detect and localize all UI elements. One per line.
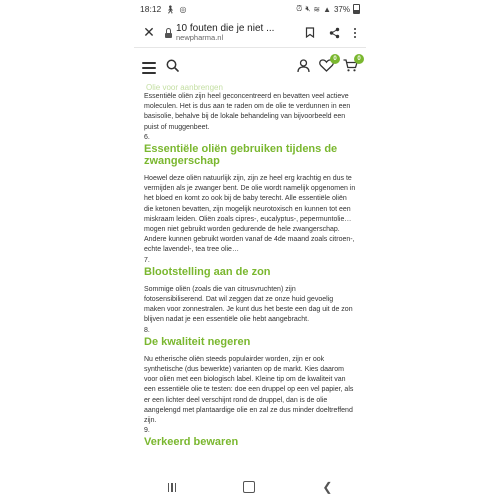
page-title: 10 fouten die je niet ... [176,22,275,34]
heading-pregnancy: Essentiële oliën gebruiken tijdens de zwangerschap [144,143,338,168]
wifi-icon: ≋ [313,4,321,14]
hamburger-menu-icon[interactable] [142,62,156,74]
paragraph-sun-exposure: Sommige oliën (zoals die van citrusvruchten) zijn fotosensibiliserend. Dat wil zeggen dat ze onze huid gevoelig maken voor zonnestralen. Je kunt dus het beste een dag uit de zon blijven nadat je een essentiële olie hebt aangebracht. [144,285,353,324]
walking-icon: 🚶︎ [165,4,176,14]
item-number-6: 6. [144,133,150,141]
notification-icon: ◎ [179,4,187,14]
signal-icon: ▲ [323,4,331,14]
article-body [144,92,356,455]
home-icon[interactable] [243,481,255,493]
lock-icon[interactable] [164,28,173,38]
paragraph-pregnancy: Hoewel deze oliën natuurlijk zijn, zijn ze heel erg krachtig en dus te vermijden als je zwanger bent. De olie wordt namelijk opgenomen in het bloed en komt zo ook bij de baby terecht. Alle essentiële oliën die ketonen bevatten, zijn mogelijk neurotoxisch en kunnen tot een miskraam leiden. Oliën zoals cipres-, eucalyptus-, pepermuntolie… mogen niet gebruikt worden gedurende de hele zwangerschap. Andere kunnen gebruikt worden vanaf de 4de maand zoals citroen-, echte lavendel-, tea tree olie… [144,175,356,254]
battery-icon [353,4,360,14]
browser-url-bar [134,18,366,48]
item-number-9: 9. [144,427,150,435]
battery-percent: 37% [333,4,350,14]
account-icon[interactable] [297,59,310,78]
bookmark-icon[interactable] [305,27,315,38]
cart-count-badge: 0 [354,54,364,64]
android-nav-bar [134,474,366,500]
clock: 18:12 [140,4,162,14]
search-icon[interactable] [166,59,179,77]
paragraph-quality: Nu etherische oliën steeds populairder worden, zijn er ook synthetische (dus bewerkte) varianten op de markt. Kies daarom voor oliën met een biologisch label. Kleine tip om de kwaliteit van een essentiële olie te testen: doe een druppel op een vel papier, als er een lichter deel verschijnt rond de druppel, dan is de olie aangelengd met plantaardige olie en zal ze dus minder doeltreffend zijn. [144,355,354,425]
share-icon[interactable] [329,27,340,39]
heading-sun-exposure: Blootstelling aan de zon [144,265,271,278]
heading-quality: De kwaliteit negeren [144,335,251,348]
page-host: newpharma.nl [176,32,224,42]
obscured-heading: Olie voor aanbrengen [146,83,223,92]
item-number-8: 8. [144,326,150,334]
back-icon[interactable]: ❮ [322,480,333,494]
wishlist-count-badge: 0 [330,54,340,64]
phone-screen [134,0,366,500]
heading-storage: Verkeerd bewaren [144,436,239,449]
alarm-icon: ⏰︎ [296,4,303,13]
close-icon[interactable]: ✕ [143,24,155,40]
item-number-7: 7. [144,256,150,264]
wishlist-icon[interactable] [319,56,337,77]
overflow-menu-icon[interactable] [354,28,356,38]
paragraph-intro: Essentiële oliën zijn heel geconcentreerd en bevatten veel actieve moleculen. Het is dus aan te raden om de olie te verdunnen in een basisolie, behalve bij de lokale behandeling van bijvoorbeeld een puist of muggenbeet. [144,93,351,131]
mute-icon: 🔇︎ [305,4,311,13]
cart-icon[interactable] [343,56,361,77]
url-field[interactable] [176,23,281,42]
status-bar [134,0,366,18]
site-header [134,48,366,88]
recent-apps-icon[interactable] [168,483,177,492]
